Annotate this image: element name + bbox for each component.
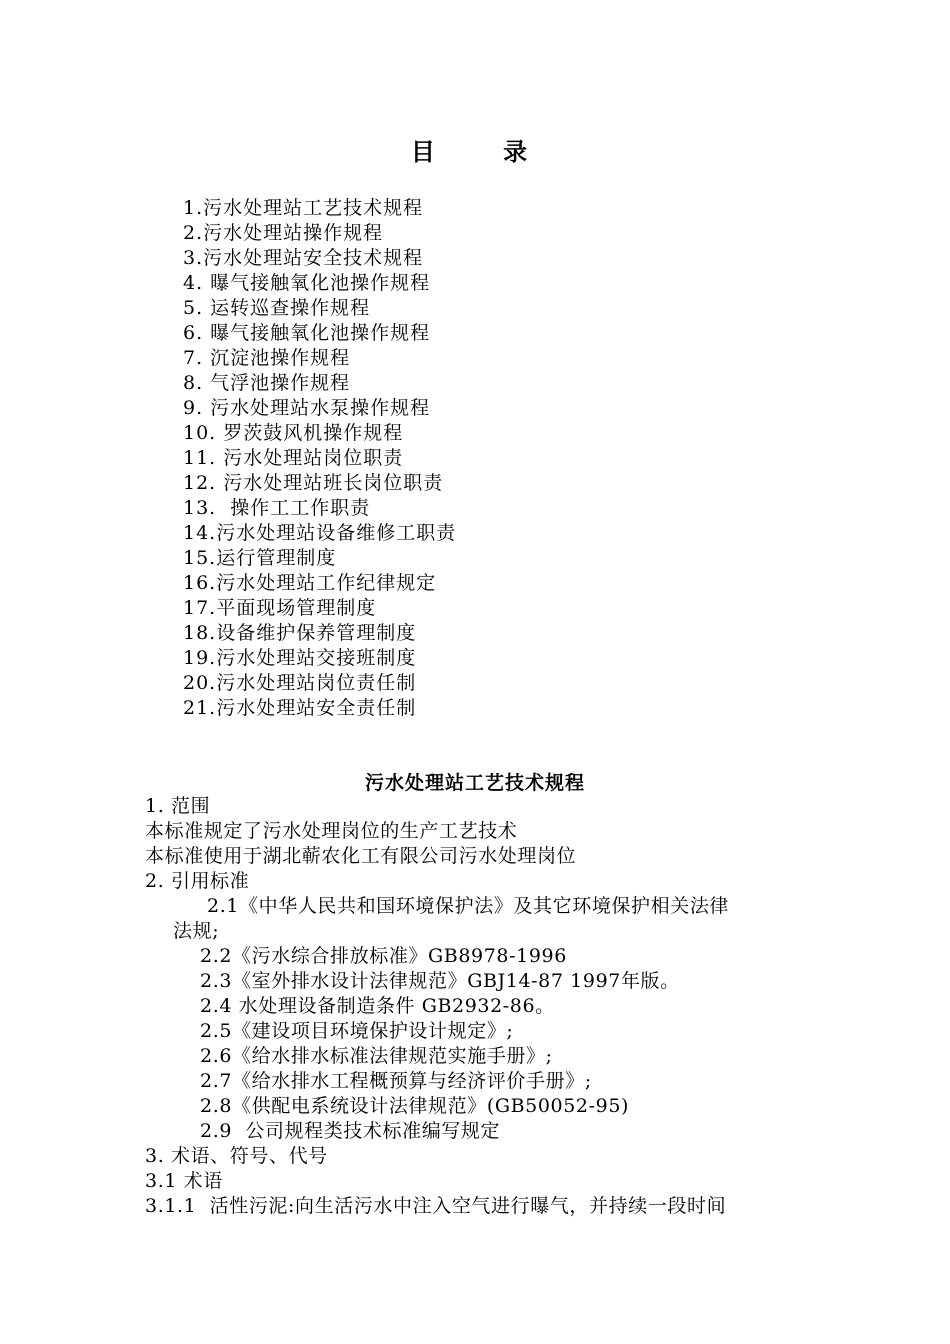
toc-item: 7. 沉淀池操作规程: [183, 347, 351, 369]
toc-item: 6. 曝气接触氧化池操作规程: [183, 322, 431, 344]
paragraph: 本标准使用于湖北蕲农化工有限公司污水处理岗位: [145, 845, 577, 867]
section-title: 污水处理站工艺技术规程: [364, 772, 585, 794]
reference-item: 2.7《给水排水工程概预算与经济评价手册》;: [200, 1070, 592, 1092]
reference-item: 2.3《室外排水设计法律规范》GBJ14-87 1997年版。: [200, 970, 680, 992]
toc-item: 1.污水处理站工艺技术规程: [183, 197, 424, 219]
toc-item: 20.污水处理站岗位责任制: [183, 672, 417, 694]
reference-item-continuation: 法规;: [173, 920, 220, 942]
toc-item: 11. 污水处理站岗位职责: [183, 447, 404, 469]
toc-item: 5. 运转巡查操作规程: [183, 297, 371, 319]
toc-title: 目 录: [410, 137, 558, 166]
reference-item: 2.9 公司规程类技术标准编写规定: [200, 1120, 501, 1142]
toc-item: 19.污水处理站交接班制度: [183, 647, 417, 669]
toc-item: 14.污水处理站设备维修工职责: [183, 522, 457, 544]
toc-item: 18.设备维护保养管理制度: [183, 622, 417, 644]
subheading-terms: 3.1 术语: [145, 1170, 223, 1192]
toc-item: 13. 操作工工作职责: [183, 497, 371, 519]
toc-item: 12. 污水处理站班长岗位职责: [183, 472, 444, 494]
reference-item: 2.2《污水综合排放标准》GB8978-1996: [200, 945, 567, 967]
toc-item: 2.污水处理站操作规程: [183, 222, 384, 244]
toc-item: 17.平面现场管理制度: [183, 597, 377, 619]
toc-list: [183, 196, 456, 721]
toc-item: 16.污水处理站工作纪律规定: [183, 572, 437, 594]
toc-item: 15.运行管理制度: [183, 547, 337, 569]
paragraph: 本标准规定了污水处理岗位的生产工艺技术: [145, 820, 518, 842]
reference-item: 2.8《供配电系统设计法律规范》(GB50052-95): [200, 1095, 630, 1117]
section-body: [145, 794, 825, 1219]
toc-item: 8. 气浮池操作规程: [183, 372, 351, 394]
toc-item: 3.污水处理站安全技术规程: [183, 247, 424, 269]
reference-item: 2.5《建设项目环境保护设计规定》;: [200, 1020, 514, 1042]
toc-item: 9. 污水处理站水泵操作规程: [183, 397, 431, 419]
reference-item: 2.4 水处理设备制造条件 GB2932-86。: [200, 995, 555, 1017]
heading-terms: 3. 术语、符号、代号: [145, 1145, 328, 1167]
term-definition: 3.1.1 活性污泥:向生活污水中注入空气进行曝气，并持续一段时间: [145, 1195, 727, 1217]
reference-item: 2.6《给水排水标准法律规范实施手册》;: [200, 1045, 553, 1067]
toc-item: 10. 罗茨鼓风机操作规程: [183, 422, 404, 444]
toc-item: 21.污水处理站安全责任制: [183, 697, 417, 719]
toc-item: 4. 曝气接触氧化池操作规程: [183, 272, 431, 294]
heading-references: 2. 引用标准: [145, 870, 250, 892]
reference-item: 2.1《中华人民共和国环境保护法》及其它环境保护相关法律: [207, 895, 730, 917]
heading-scope: 1. 范围: [145, 795, 211, 817]
